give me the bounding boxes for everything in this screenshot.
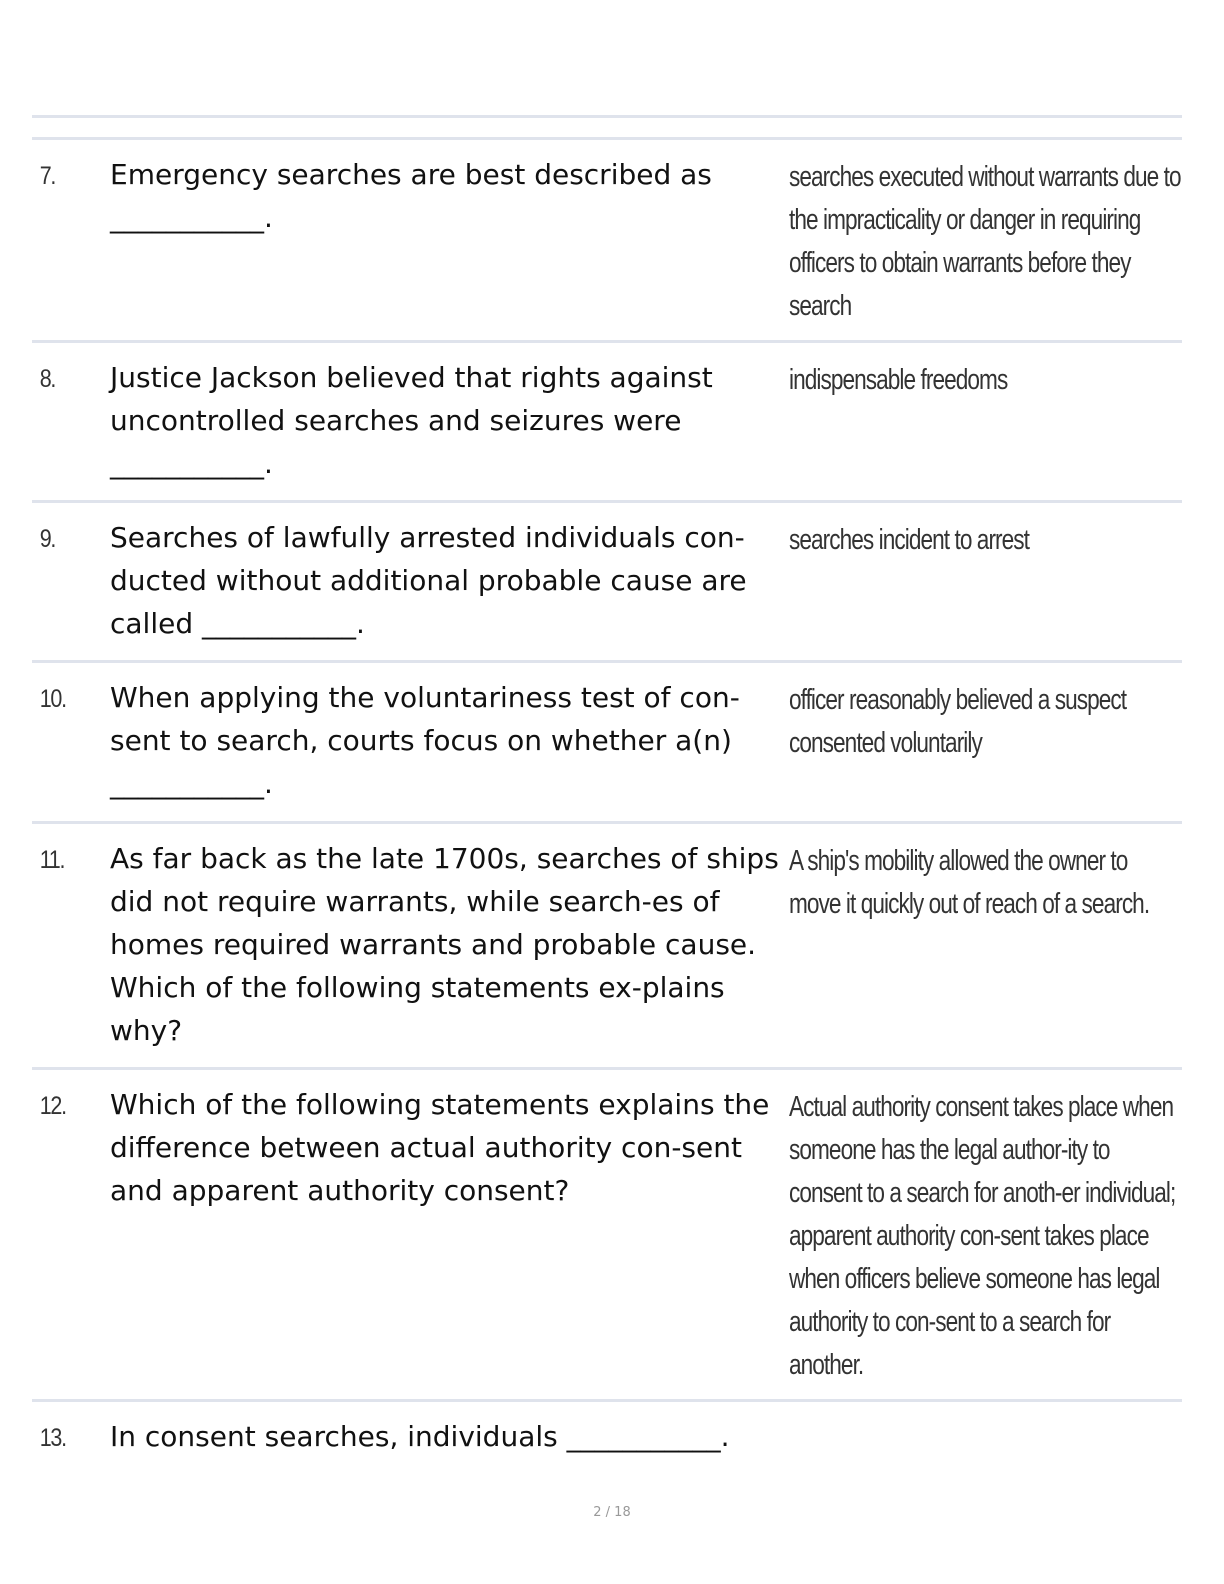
card-row [32,1067,1182,1399]
flashcard-page [32,115,1182,1479]
card-number: 13. [39,1424,66,1452]
card-number: 9. [39,525,56,553]
card-row [32,137,1182,340]
card-term: As far back as the late 1700s, searches of ships did not require warrants, while search-es of homes required warrants and probable cause. Which of the following statements ex-plains why? [110,842,779,1047]
card-definition: indispensable freedoms [789,364,1008,396]
card-term: When applying the voluntariness test of con-sent to search, courts focus on whether a(n) ___________. [110,681,740,800]
page-indicator: 2 / 18 [593,1505,631,1520]
card-definition: A ship's mobility allowed the owner to move it quickly out of reach of a search. [789,845,1150,920]
card-definition [789,1402,1182,1418]
card-definition: officer reasonably believed a suspect consented voluntarily [789,684,1127,759]
card-row [32,821,1182,1067]
card-term: In consent searches, individuals ___________. [110,1420,730,1453]
card-term: Justice Jackson believed that rights against uncontrolled searches and seizures were ___________. [110,361,713,480]
card-number: 12. [39,1092,66,1120]
card-definition: searches executed without warrants due to the impracticality or danger in requiring officers to obtain warrants before they search [789,161,1181,322]
card-row [32,1399,1182,1479]
card-row [32,660,1182,821]
card-number: 7. [39,162,56,190]
card-row [32,340,1182,500]
card-term: Which of the following statements explains the difference between actual authority con-sent and apparent authority consent? [110,1088,770,1207]
card-definition: searches incident to arrest [789,524,1030,556]
card-term: Searches of lawfully arrested individuals con-ducted without additional probable cause are called ___________. [110,521,747,640]
card-term: Emergency searches are best described as ___________. [110,158,712,234]
card-number: 8. [39,365,56,393]
card-definition: Actual authority consent takes place when someone has the legal author-ity to consent to a search for anoth-er individual; apparent authority con-sent takes place when officers believe someone has legal authority to con-sent to a search for another. [789,1091,1176,1381]
card-number: 10. [39,685,66,713]
card-row [32,500,1182,660]
card-number: 11. [39,846,65,874]
